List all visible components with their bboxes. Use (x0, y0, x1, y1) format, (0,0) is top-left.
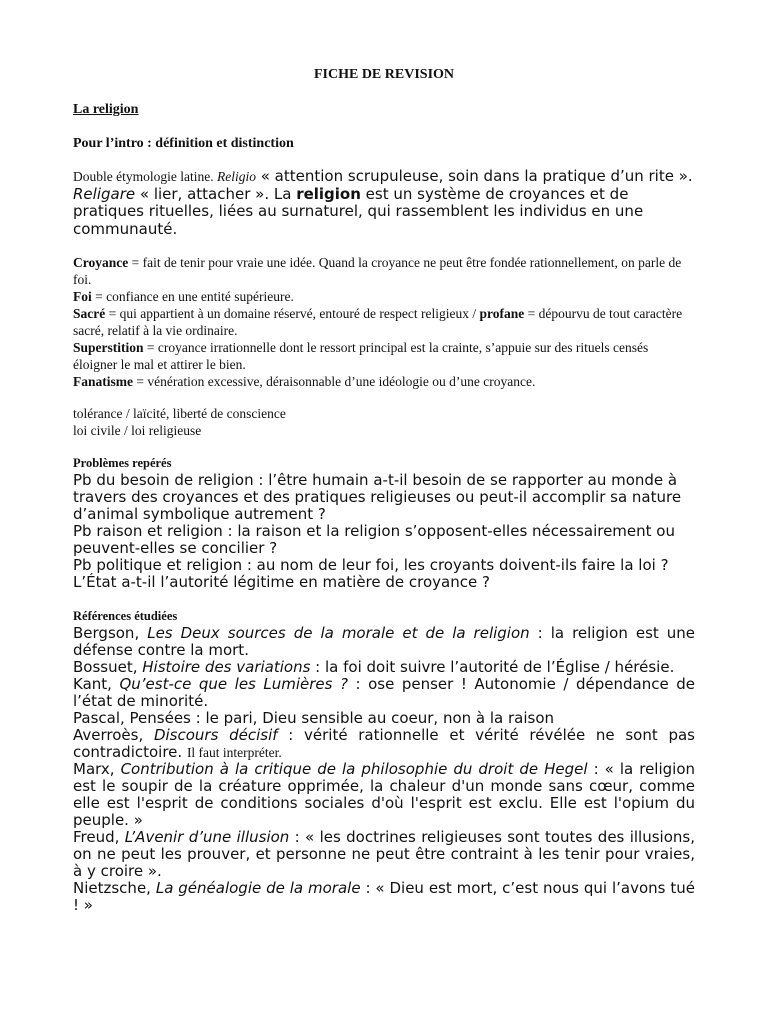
page-title: FICHE DE REVISION (313, 67, 455, 82)
definition-term-secondary: profane (479, 306, 525, 321)
references-list (73, 625, 695, 914)
definition-term: Fanatisme (73, 374, 133, 389)
religio-definition: « attention scrupuleuse, soin dans la pratique d’un rite ». (255, 167, 693, 185)
references-heading: Références étudiées (73, 609, 178, 623)
reference-text: Pensées : le pari, Dieu sensible au coeur, non à la raison (129, 709, 555, 727)
reference-text: : « les doctrines religieuses sont toutes des illusions, on ne peut les prouver, et personne ne peut être contraint à les tenir pour vraies, à y croire ». (73, 828, 695, 880)
definition-item (73, 254, 695, 288)
definitions-list (73, 254, 695, 390)
reference-item (73, 727, 695, 761)
reference-work: La généalogie de la morale (155, 879, 361, 897)
problem-item: Pb raison et religion : la raison et la religion s’opposent-elles nécessairement ou peuvent-elles se concilier ? (73, 522, 675, 557)
reference-work: Contribution à la critique de la philosophie du droit de Hegel (120, 760, 588, 778)
definition-text-secondary: = dépourvu de tout caractère sacré, relatif à la vie ordinaire. (73, 306, 683, 338)
reference-author: Marx, (73, 760, 121, 778)
reference-item (73, 625, 695, 659)
definition-item (73, 288, 695, 305)
reference-author: Bergson, (73, 624, 148, 642)
definition-term: Foi (73, 289, 92, 304)
definition-item (73, 339, 695, 373)
reference-work: Histoire des variations (142, 658, 311, 676)
reference-item (73, 659, 695, 676)
section-title: La religion (73, 102, 139, 117)
reference-item (73, 710, 695, 727)
definition-text: = croyance irrationnelle dont le ressort principal est la crainte, s’appuie sur des rituels censés éloigner le mal et attirer le bien. (73, 340, 649, 372)
definition-text: = fait de tenir pour vraie une idée. Quand la croyance ne peut être fondée rationnellement, on parle de foi. (73, 255, 682, 287)
notions-list (73, 405, 695, 439)
religare-word: Religare (73, 184, 136, 203)
reference-author: Freud, (73, 828, 125, 846)
reference-work: Discours décisif (153, 726, 278, 744)
religio-word: Religio (216, 169, 256, 184)
reference-item (73, 761, 695, 829)
intro-heading: Pour l’intro : définition et distinction (73, 136, 294, 151)
reference-work: L’Avenir d’une illusion (124, 828, 290, 846)
definition-text: = vénération excessive, déraisonnable d’une idéologie ou d’une croyance. (133, 374, 536, 389)
reference-item (73, 880, 695, 914)
reference-text: : la religion est une défense contre la mort. (73, 624, 695, 659)
notion-line: tolérance / laïcité, liberté de conscience (73, 406, 286, 421)
reference-author: Pascal, (73, 709, 130, 727)
notion-line: loi civile / loi religieuse (73, 423, 202, 438)
reference-work: Les Deux sources de la morale et de la religion (147, 624, 530, 642)
problem-item: Pb politique et religion : au nom de leur foi, les croyants doivent-ils faire la loi ? L’État a-t-il l’autorité légitime en matière de croyance ? (73, 556, 669, 591)
reference-text: : vérité rationnelle et vérité révélée ne sont pas contradictoire. (73, 726, 695, 761)
reference-text: : ose penser ! Autonomie / dépendance de l’état de minorité. (73, 675, 695, 710)
problems-list (73, 472, 695, 591)
definition-item (73, 305, 695, 339)
religare-definition: « lier, attacher ». La (135, 184, 297, 203)
reference-author: Kant, (73, 675, 120, 693)
reference-author: Nietzsche, (73, 879, 156, 897)
definition-term: Sacré (73, 306, 106, 321)
definition-text: = qui appartient à un domaine réservé, entouré de respect religieux / (105, 306, 480, 321)
reference-author: Averroès, (73, 726, 154, 744)
reference-author: Bossuet, (73, 658, 143, 676)
reference-item (73, 829, 695, 880)
etymology-paragraph (73, 168, 695, 238)
definition-text: = confiance en une entité supérieure. (91, 289, 294, 304)
religion-definition: est un système de croyances et de pratiques rituelles, liées au surnaturel, qui rassemblent les individus en une communauté. (73, 184, 644, 238)
reference-text: : « la religion est le soupir de la créature opprimée, la chaleur d'un monde sans cœur, comme elle est l'esprit de conditions sociales d'où l'esprit est exclu. Elle est l'opium du peuple. » (73, 760, 696, 829)
etymology-lead: Double étymologie latine. (73, 169, 217, 184)
definition-term: Superstition (73, 340, 144, 355)
definition-term: Croyance (73, 255, 129, 270)
reference-text: : la foi doit suivre l’autorité de l’Église / hérésie. (310, 658, 675, 676)
reference-item (73, 676, 695, 710)
definition-item (73, 373, 695, 390)
problems-heading: Problèmes repérés (73, 456, 172, 470)
religion-word: religion (296, 184, 361, 203)
reference-text-small: Il faut interpréter. (186, 745, 282, 760)
reference-work: Qu’est-ce que les Lumières ? (119, 675, 348, 693)
problem-item: Pb du besoin de religion : l’être humain a-t-il besoin de se rapporter au monde à travers des croyances et des pratiques religieuses ou peut-il accomplir sa nature d’animal symbolique autrement ? (73, 471, 682, 523)
reference-text: : « Dieu est mort, c’est nous qui l’avons tué ! » (73, 879, 695, 914)
